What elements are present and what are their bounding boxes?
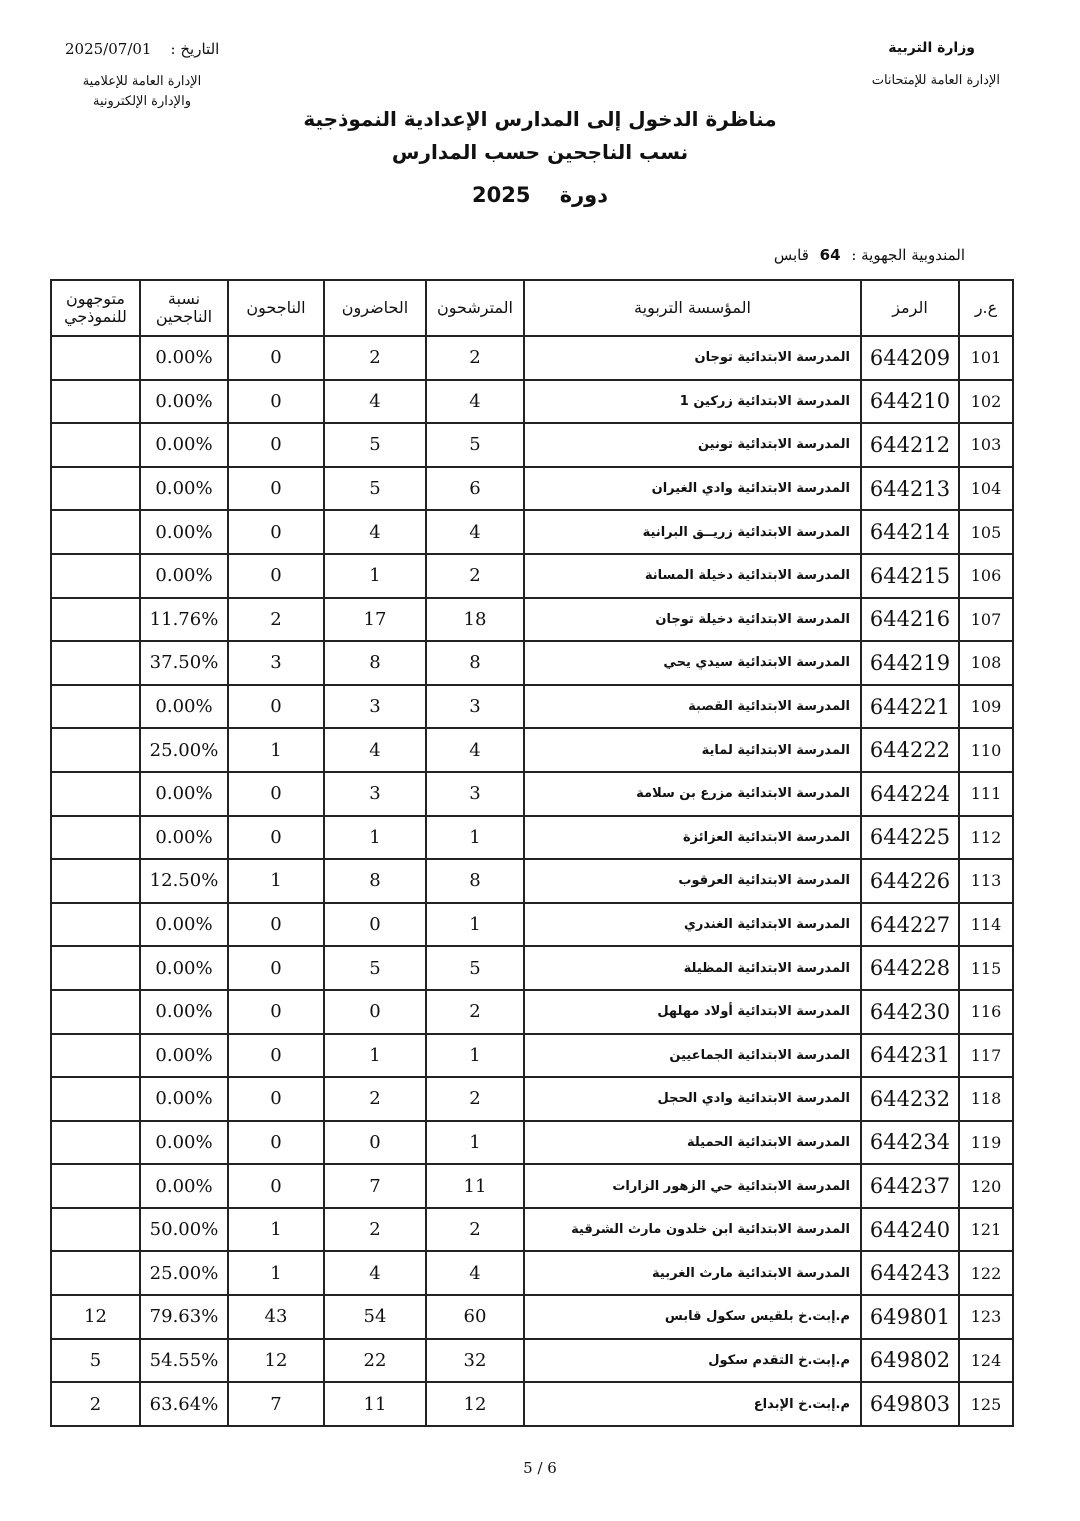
school-name: المدرسة الابتدائية تونين <box>524 423 861 467</box>
table-row <box>51 554 1013 598</box>
candidates-count: 3 <box>426 772 524 816</box>
pass-rate: 0.00% <box>140 1121 228 1165</box>
passed-count: 3 <box>228 641 324 685</box>
school-code: 644224 <box>861 772 959 816</box>
passed-count: 1 <box>228 1208 324 1252</box>
passed-count: 0 <box>228 380 324 424</box>
pass-rate: 0.00% <box>140 467 228 511</box>
pass-rate: 0.00% <box>140 816 228 860</box>
candidates-count: 18 <box>426 598 524 642</box>
row-index: 116 <box>959 990 1013 1034</box>
row-index: 101 <box>959 336 1013 380</box>
date-value: 2025/07/01 <box>65 40 152 58</box>
col-header-model: متوجهون للنموذجي <box>51 280 140 336</box>
model-count <box>51 903 140 947</box>
passed-count: 2 <box>228 598 324 642</box>
page-subtitle: نسب الناجحين حسب المدارس <box>391 140 689 164</box>
present-count: 4 <box>324 510 426 554</box>
present-count: 5 <box>324 467 426 511</box>
table-row <box>51 728 1013 772</box>
pass-rate: 79.63% <box>140 1295 228 1339</box>
school-name: المدرسة الابتدائية لماية <box>524 728 861 772</box>
candidates-count: 2 <box>426 554 524 598</box>
region-label: المندوبية الجهوية : <box>851 246 965 264</box>
row-index: 111 <box>959 772 1013 816</box>
col-header-rate: نسبة الناجحين <box>140 280 228 336</box>
passed-count: 0 <box>228 1164 324 1208</box>
pass-rate: 0.00% <box>140 903 228 947</box>
school-code: 644225 <box>861 816 959 860</box>
present-count: 54 <box>324 1295 426 1339</box>
model-count <box>51 816 140 860</box>
table-row <box>51 1164 1013 1208</box>
model-count <box>51 1077 140 1121</box>
table-row <box>51 641 1013 685</box>
col-header-candidates: المترشحون <box>426 280 524 336</box>
row-index: 112 <box>959 816 1013 860</box>
candidates-count: 1 <box>426 816 524 860</box>
school-name: م.إبت.خ بلقيس سكول قابس <box>524 1295 861 1339</box>
row-index: 115 <box>959 946 1013 990</box>
present-count: 2 <box>324 1077 426 1121</box>
school-name: المدرسة الابتدائية توجان <box>524 336 861 380</box>
passed-count: 1 <box>228 728 324 772</box>
model-count <box>51 467 140 511</box>
school-name: المدرسة الابتدائية المظيلة <box>524 946 861 990</box>
row-index: 104 <box>959 467 1013 511</box>
row-index: 118 <box>959 1077 1013 1121</box>
model-count <box>51 510 140 554</box>
passed-count: 0 <box>228 946 324 990</box>
date-line <box>65 40 219 58</box>
model-count <box>51 423 140 467</box>
school-name: المدرسة الابتدائية الغندري <box>524 903 861 947</box>
candidates-count: 12 <box>426 1382 524 1426</box>
table-row <box>51 685 1013 729</box>
row-index: 113 <box>959 859 1013 903</box>
school-code: 644243 <box>861 1251 959 1295</box>
model-count: 5 <box>51 1339 140 1383</box>
table-row <box>51 467 1013 511</box>
table-row <box>51 859 1013 903</box>
pass-rate: 0.00% <box>140 423 228 467</box>
school-name: م.إبت.خ الإبداع <box>524 1382 861 1426</box>
row-index: 119 <box>959 1121 1013 1165</box>
table-row <box>51 1295 1013 1339</box>
pass-rate: 25.00% <box>140 728 228 772</box>
table-row <box>51 1077 1013 1121</box>
region-line <box>774 246 965 264</box>
candidates-count: 5 <box>426 946 524 990</box>
present-count: 0 <box>324 990 426 1034</box>
candidates-count: 2 <box>426 336 524 380</box>
table-row <box>51 903 1013 947</box>
school-code: 644221 <box>861 685 959 729</box>
row-index: 107 <box>959 598 1013 642</box>
col-header-index: ع.ر <box>959 280 1013 336</box>
passed-count: 0 <box>228 1121 324 1165</box>
school-name: المدرسة الابتدائية حي الزهور الزارات <box>524 1164 861 1208</box>
pass-rate: 0.00% <box>140 336 228 380</box>
media-directorate: الإدارة العامة للإعلامية والإدارة الإلكترونية <box>82 74 202 109</box>
pass-rate: 0.00% <box>140 510 228 554</box>
candidates-count: 11 <box>426 1164 524 1208</box>
pass-rate: 11.76% <box>140 598 228 642</box>
table-row <box>51 1251 1013 1295</box>
passed-count: 1 <box>228 1251 324 1295</box>
present-count: 4 <box>324 380 426 424</box>
model-count: 2 <box>51 1382 140 1426</box>
school-name: المدرسة الابتدائية وادي الحجل <box>524 1077 861 1121</box>
model-count <box>51 946 140 990</box>
present-count: 8 <box>324 859 426 903</box>
row-index: 122 <box>959 1251 1013 1295</box>
pass-rate: 25.00% <box>140 1251 228 1295</box>
model-count <box>51 336 140 380</box>
school-code: 644234 <box>861 1121 959 1165</box>
present-count: 4 <box>324 1251 426 1295</box>
session-line <box>0 183 1080 207</box>
school-code: 644237 <box>861 1164 959 1208</box>
present-count: 22 <box>324 1339 426 1383</box>
page-number: 5 / 6 <box>523 1459 557 1477</box>
candidates-count: 2 <box>426 990 524 1034</box>
pass-rate: 0.00% <box>140 685 228 729</box>
row-index: 124 <box>959 1339 1013 1383</box>
pass-rate: 0.00% <box>140 990 228 1034</box>
present-count: 7 <box>324 1164 426 1208</box>
school-code: 644230 <box>861 990 959 1034</box>
school-name: المدرسة الابتدائية زركين 1 <box>524 380 861 424</box>
candidates-count: 5 <box>426 423 524 467</box>
pass-rate: 0.00% <box>140 1077 228 1121</box>
col-header-school: المؤسسة التربوية <box>524 280 861 336</box>
model-count <box>51 641 140 685</box>
candidates-count: 32 <box>426 1339 524 1383</box>
present-count: 1 <box>324 1034 426 1078</box>
pass-rate: 0.00% <box>140 946 228 990</box>
table-row <box>51 946 1013 990</box>
model-count <box>51 1034 140 1078</box>
row-index: 106 <box>959 554 1013 598</box>
candidates-count: 4 <box>426 1251 524 1295</box>
candidates-count: 1 <box>426 903 524 947</box>
exams-directorate: الإدارة العامة للإمتحانات <box>871 73 1000 88</box>
results-table <box>50 279 1014 1427</box>
model-count <box>51 990 140 1034</box>
passed-count: 0 <box>228 423 324 467</box>
candidates-count: 6 <box>426 467 524 511</box>
school-name: المدرسة الابتدائية دخيلة توجان <box>524 598 861 642</box>
present-count: 1 <box>324 816 426 860</box>
school-code: 644212 <box>861 423 959 467</box>
school-code: 644215 <box>861 554 959 598</box>
model-count: 12 <box>51 1295 140 1339</box>
passed-count: 7 <box>228 1382 324 1426</box>
row-index: 114 <box>959 903 1013 947</box>
present-count: 11 <box>324 1382 426 1426</box>
school-code: 644219 <box>861 641 959 685</box>
table-row <box>51 510 1013 554</box>
model-count <box>51 1251 140 1295</box>
school-name: المدرسة الابتدائية دخيلة المسانة <box>524 554 861 598</box>
table-row <box>51 816 1013 860</box>
school-code: 644222 <box>861 728 959 772</box>
passed-count: 0 <box>228 1034 324 1078</box>
pass-rate: 50.00% <box>140 1208 228 1252</box>
passed-count: 0 <box>228 685 324 729</box>
session-label: دورة <box>559 183 609 207</box>
present-count: 0 <box>324 903 426 947</box>
row-index: 117 <box>959 1034 1013 1078</box>
school-code: 644213 <box>861 467 959 511</box>
school-name: م.إبت.خ التقدم سكول <box>524 1339 861 1383</box>
passed-count: 0 <box>228 554 324 598</box>
candidates-count: 60 <box>426 1295 524 1339</box>
table-row <box>51 336 1013 380</box>
model-count <box>51 554 140 598</box>
present-count: 0 <box>324 1121 426 1165</box>
date-label: التاريخ : <box>170 40 220 58</box>
model-count <box>51 859 140 903</box>
passed-count: 0 <box>228 816 324 860</box>
school-code: 644209 <box>861 336 959 380</box>
row-index: 123 <box>959 1295 1013 1339</box>
school-code: 649801 <box>861 1295 959 1339</box>
model-count <box>51 1121 140 1165</box>
passed-count: 43 <box>228 1295 324 1339</box>
col-header-present: الحاضرون <box>324 280 426 336</box>
passed-count: 0 <box>228 1077 324 1121</box>
row-index: 125 <box>959 1382 1013 1426</box>
present-count: 3 <box>324 685 426 729</box>
pass-rate: 0.00% <box>140 380 228 424</box>
model-count <box>51 772 140 816</box>
row-index: 108 <box>959 641 1013 685</box>
candidates-count: 8 <box>426 641 524 685</box>
passed-count: 1 <box>228 859 324 903</box>
school-name: المدرسة الابتدائية الحميلة <box>524 1121 861 1165</box>
passed-count: 0 <box>228 903 324 947</box>
school-name: المدرسة الابتدائية القصبة <box>524 685 861 729</box>
candidates-count: 2 <box>426 1077 524 1121</box>
table-header-row <box>51 280 1013 336</box>
school-name: المدرسة الابتدائية أولاد مهلهل <box>524 990 861 1034</box>
row-index: 105 <box>959 510 1013 554</box>
col-header-passed: الناجحون <box>228 280 324 336</box>
passed-count: 0 <box>228 510 324 554</box>
school-code: 649803 <box>861 1382 959 1426</box>
school-code: 644232 <box>861 1077 959 1121</box>
ministry-name: وزارة التربية <box>888 40 975 56</box>
present-count: 4 <box>324 728 426 772</box>
pass-rate: 63.64% <box>140 1382 228 1426</box>
school-code: 644228 <box>861 946 959 990</box>
school-code: 644227 <box>861 903 959 947</box>
candidates-count: 1 <box>426 1034 524 1078</box>
table-row <box>51 598 1013 642</box>
candidates-count: 2 <box>426 1208 524 1252</box>
session-year: 2025 <box>471 183 531 207</box>
table-row <box>51 990 1013 1034</box>
candidates-count: 4 <box>426 510 524 554</box>
school-name: المدرسة الابتدائية مارث الغربية <box>524 1251 861 1295</box>
pass-rate: 37.50% <box>140 641 228 685</box>
candidates-count: 4 <box>426 380 524 424</box>
table-row <box>51 772 1013 816</box>
school-code: 649802 <box>861 1339 959 1383</box>
school-code: 644240 <box>861 1208 959 1252</box>
school-name: المدرسة الابتدائية العزائزة <box>524 816 861 860</box>
school-name: المدرسة الابتدائية زريــق البرانية <box>524 510 861 554</box>
model-count <box>51 1164 140 1208</box>
region-name: قابس <box>773 246 809 264</box>
region-code: 64 <box>819 246 841 264</box>
col-header-code: الرمز <box>861 280 959 336</box>
present-count: 2 <box>324 336 426 380</box>
model-count <box>51 1208 140 1252</box>
school-code: 644214 <box>861 510 959 554</box>
table-row <box>51 1121 1013 1165</box>
pass-rate: 0.00% <box>140 1034 228 1078</box>
pass-rate: 0.00% <box>140 554 228 598</box>
school-name: المدرسة الابتدائية وادي الغيران <box>524 467 861 511</box>
table-row <box>51 380 1013 424</box>
candidates-count: 3 <box>426 685 524 729</box>
pass-rate: 12.50% <box>140 859 228 903</box>
model-count <box>51 685 140 729</box>
present-count: 8 <box>324 641 426 685</box>
pass-rate: 0.00% <box>140 1164 228 1208</box>
present-count: 17 <box>324 598 426 642</box>
passed-count: 0 <box>228 336 324 380</box>
row-index: 103 <box>959 423 1013 467</box>
present-count: 5 <box>324 423 426 467</box>
table-row <box>51 1382 1013 1426</box>
row-index: 120 <box>959 1164 1013 1208</box>
table-row <box>51 1208 1013 1252</box>
candidates-count: 1 <box>426 1121 524 1165</box>
school-code: 644226 <box>861 859 959 903</box>
school-name: المدرسة الابتدائية ابن خلدون مارث الشرقية <box>524 1208 861 1252</box>
candidates-count: 8 <box>426 859 524 903</box>
pass-rate: 0.00% <box>140 772 228 816</box>
pass-rate: 54.55% <box>140 1339 228 1383</box>
school-name: المدرسة الابتدائية الجماعيين <box>524 1034 861 1078</box>
row-index: 109 <box>959 685 1013 729</box>
table-row <box>51 423 1013 467</box>
row-index: 121 <box>959 1208 1013 1252</box>
table-row <box>51 1339 1013 1383</box>
present-count: 5 <box>324 946 426 990</box>
school-name: المدرسة الابتدائية العرقوب <box>524 859 861 903</box>
school-code: 644231 <box>861 1034 959 1078</box>
page-title: مناظرة الدخول إلى المدارس الإعدادية النموذجية <box>303 107 777 131</box>
row-index: 102 <box>959 380 1013 424</box>
present-count: 2 <box>324 1208 426 1252</box>
school-name: المدرسة الابتدائية سيدي يحي <box>524 641 861 685</box>
school-name: المدرسة الابتدائية مزرع بن سلامة <box>524 772 861 816</box>
model-count <box>51 728 140 772</box>
school-code: 644216 <box>861 598 959 642</box>
school-code: 644210 <box>861 380 959 424</box>
passed-count: 0 <box>228 990 324 1034</box>
table-row <box>51 1034 1013 1078</box>
row-index: 110 <box>959 728 1013 772</box>
passed-count: 12 <box>228 1339 324 1383</box>
present-count: 1 <box>324 554 426 598</box>
model-count <box>51 598 140 642</box>
candidates-count: 4 <box>426 728 524 772</box>
passed-count: 0 <box>228 772 324 816</box>
present-count: 3 <box>324 772 426 816</box>
passed-count: 0 <box>228 467 324 511</box>
model-count <box>51 380 140 424</box>
